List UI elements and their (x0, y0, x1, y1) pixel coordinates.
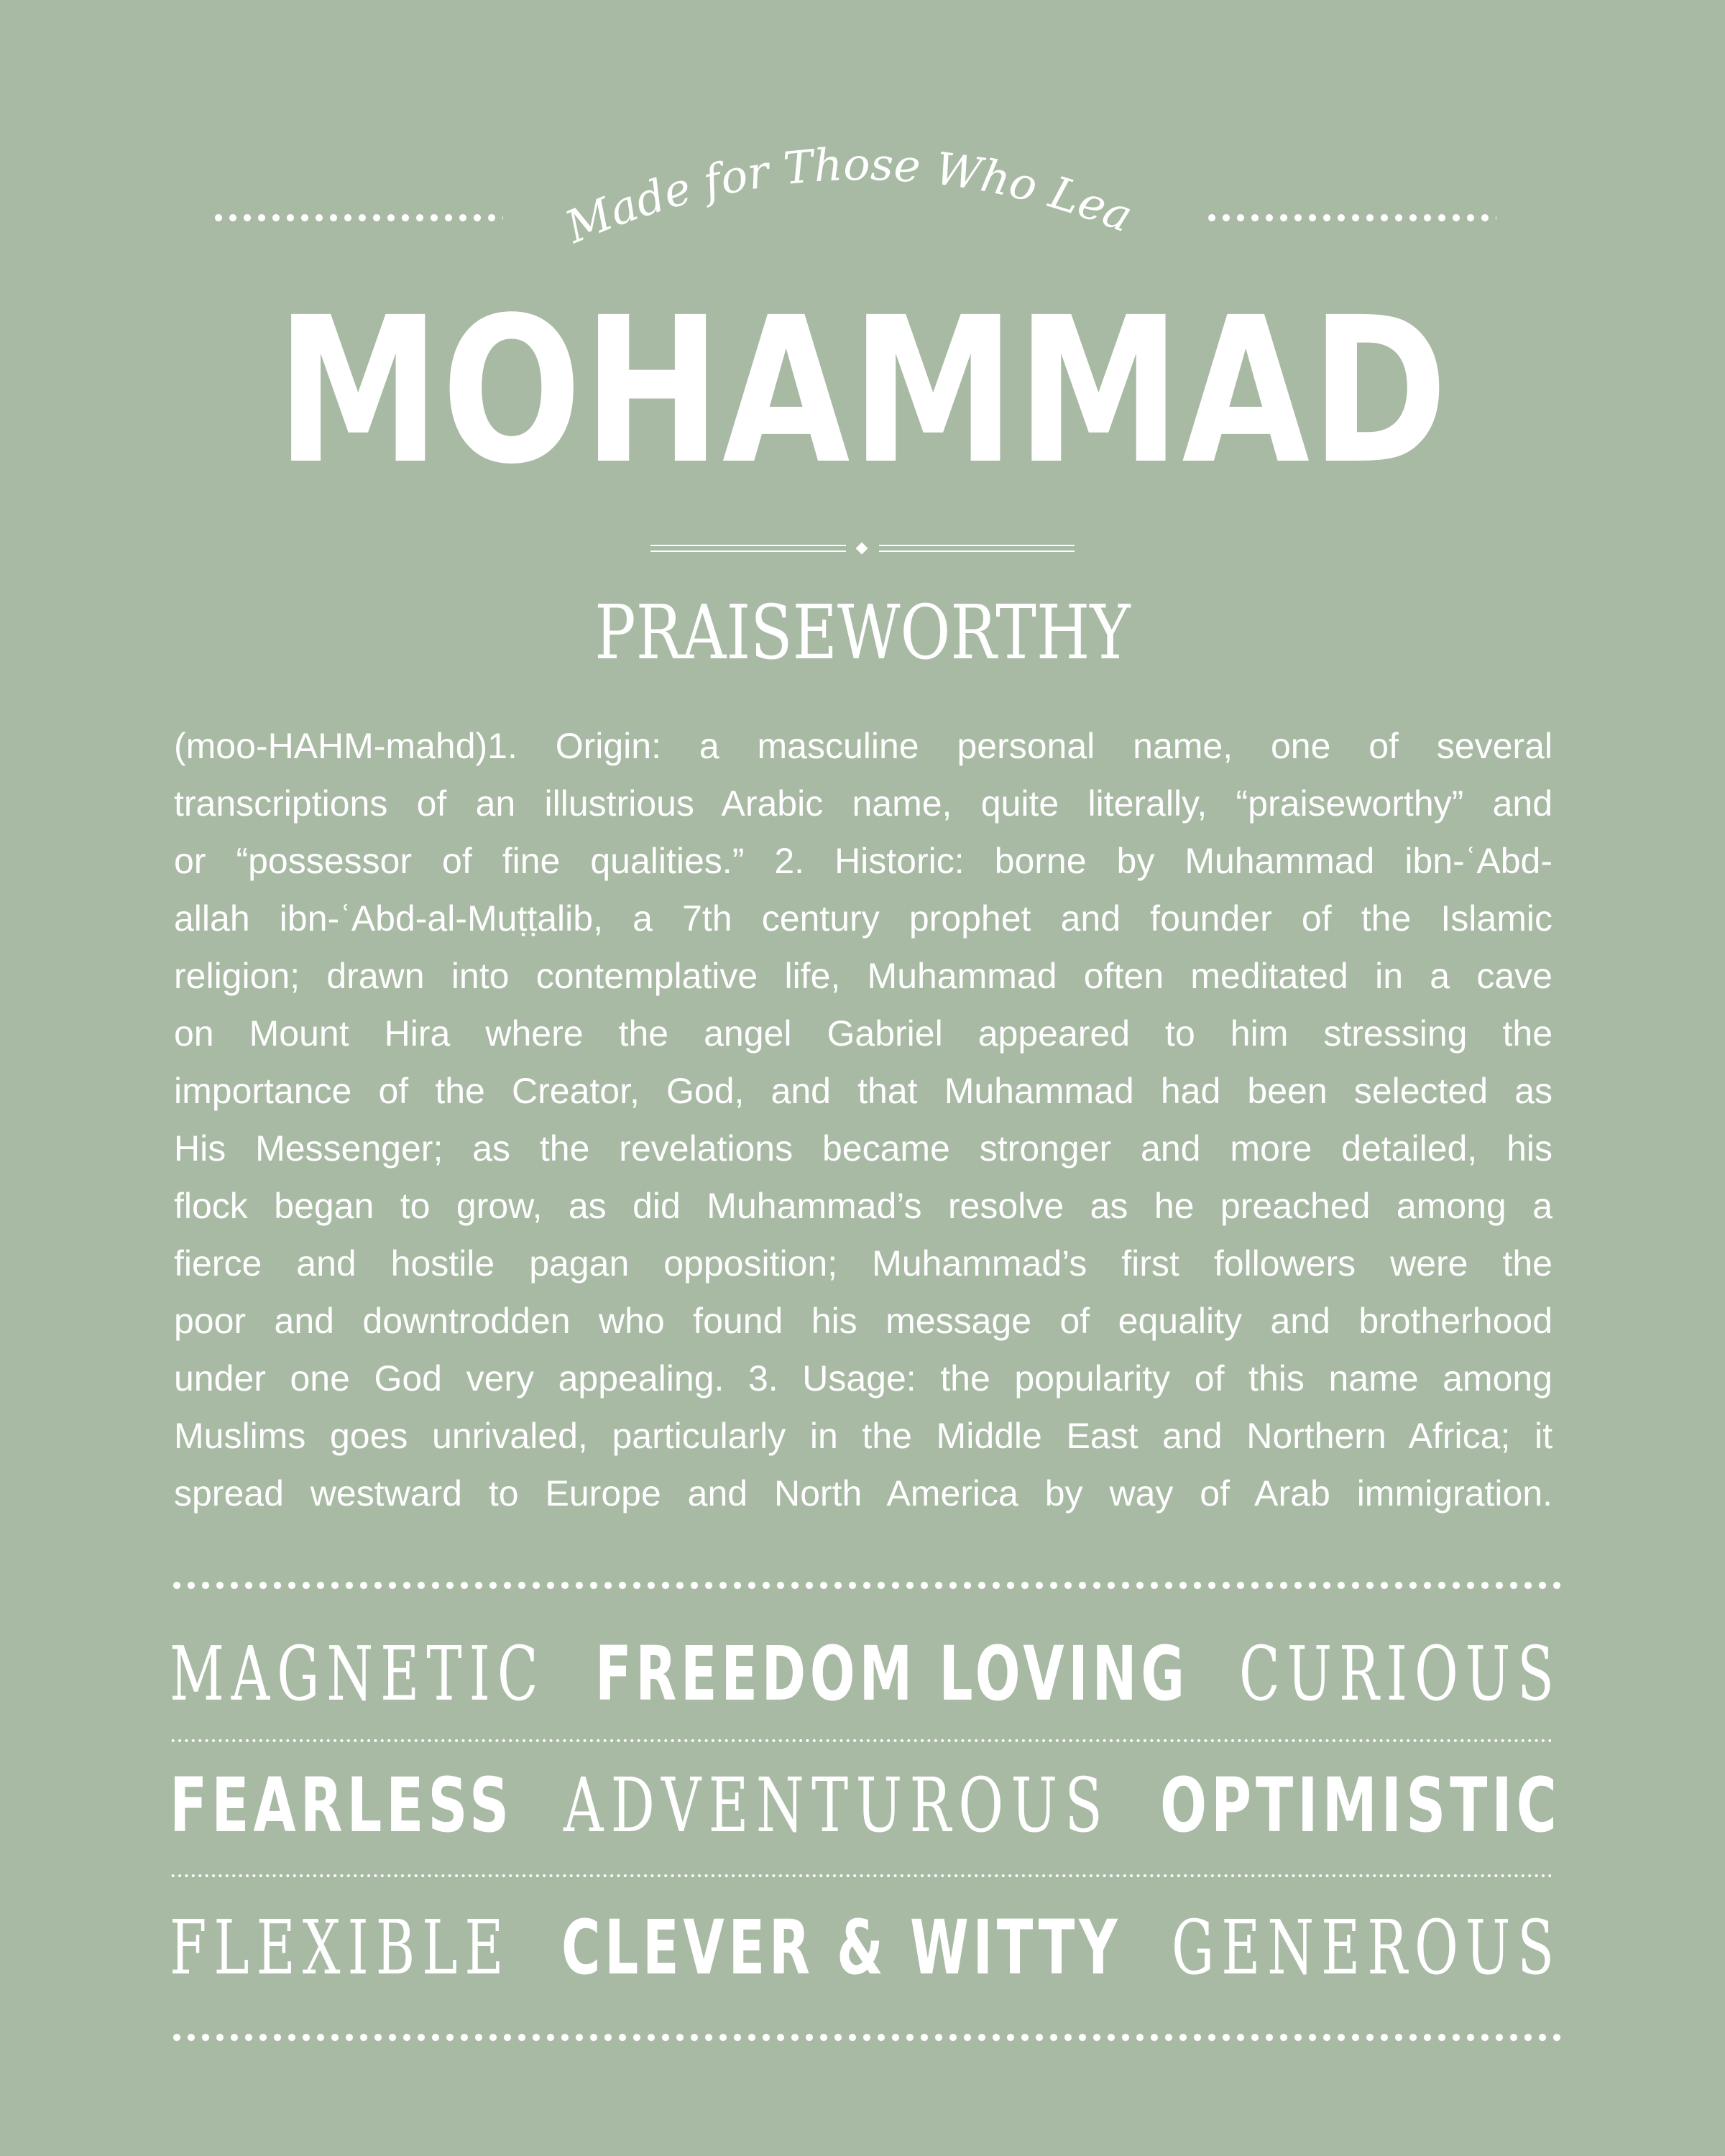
tagline-arc (546, 88, 1164, 254)
traits-row-1 (170, 1627, 1561, 1720)
description-line: fierce and hostile pagan opposition; Muhammad’s first followers were the (174, 1243, 1552, 1284)
trait-word: CURIOUS (1239, 1630, 1561, 1718)
trait-word: OPTIMISTIC (1160, 1761, 1562, 1849)
trait-word: FLEXIBLE (170, 1904, 511, 1991)
traits-separator-2 (170, 1874, 1551, 1878)
traits-top-dotted-rule (170, 1580, 1561, 1590)
tagline-text (546, 88, 1139, 254)
description-line: allah ibn-ʿAbd-al-Muṭṭalib, a 7th century prophet and founder of the Islamic (174, 898, 1552, 939)
description-line: on Mount Hira where the angel Gabriel appeared to him stressing the (174, 1013, 1552, 1054)
trait-word: ADVENTUROUS (564, 1761, 1110, 1849)
tagline (546, 88, 1164, 254)
traits-row-3 (170, 1901, 1561, 1994)
trait-word: MAGNETIC (170, 1630, 546, 1718)
divider-right-line (879, 545, 1075, 552)
traits-separator-1 (170, 1738, 1551, 1743)
name-title: MOHAMMAD (276, 275, 1449, 509)
name-description (174, 717, 1552, 1522)
top-right-dotted-rule (1205, 213, 1496, 223)
trait-word: FEARLESS (170, 1761, 514, 1849)
description-line: spread westward to Europe and North America by way of Arab immigration. (174, 1473, 1552, 1514)
trait-word: CLEVER & WITTY (561, 1904, 1121, 1991)
divider-left-line (650, 545, 846, 552)
name-meaning: PRAISEWORTHY (594, 589, 1131, 676)
description-line: importance of the Creator, God, and that Muhammad had been selected as (174, 1071, 1552, 1111)
description-line: poor and downtrodden who found his message of equality and brotherhood (174, 1301, 1552, 1341)
description-line: religion; drawn into contemplative life, Muhammad often meditated in a cave (174, 956, 1552, 996)
description-line: (moo-HAHM-mahd)1. Origin: a masculine personal name, one of several (174, 726, 1552, 766)
description-line: under one God very appealing. 3. Usage: the popularity of this name among (174, 1358, 1552, 1399)
description-line: or “possessor of fine qualities.” 2. Historic: borne by Muhammad ibn-ʿAbd- (174, 841, 1552, 881)
title-divider (650, 540, 1075, 559)
traits-row-2 (170, 1759, 1561, 1852)
tagline-textpath: Made for Those Who Lead (546, 88, 1140, 254)
trait-word: GENEROUS (1171, 1904, 1562, 1991)
description-line: His Messenger; as the revelations became stronger and more detailed, his (174, 1128, 1552, 1169)
description-line: transcriptions of an illustrious Arabic name, quite literally, “praiseworthy” and (174, 783, 1552, 824)
trait-word: FREEDOM LOVING (595, 1630, 1190, 1718)
traits-bottom-dotted-rule (170, 2032, 1561, 2042)
divider-diamond-icon (856, 543, 868, 555)
description-line: Muslims goes unrivaled, particularly in the Middle East and Northern Africa; it (174, 1416, 1552, 1456)
top-left-dotted-rule (211, 213, 503, 223)
description-line: flock began to grow, as did Muhammad’s resolve as he preached among a (174, 1186, 1552, 1226)
